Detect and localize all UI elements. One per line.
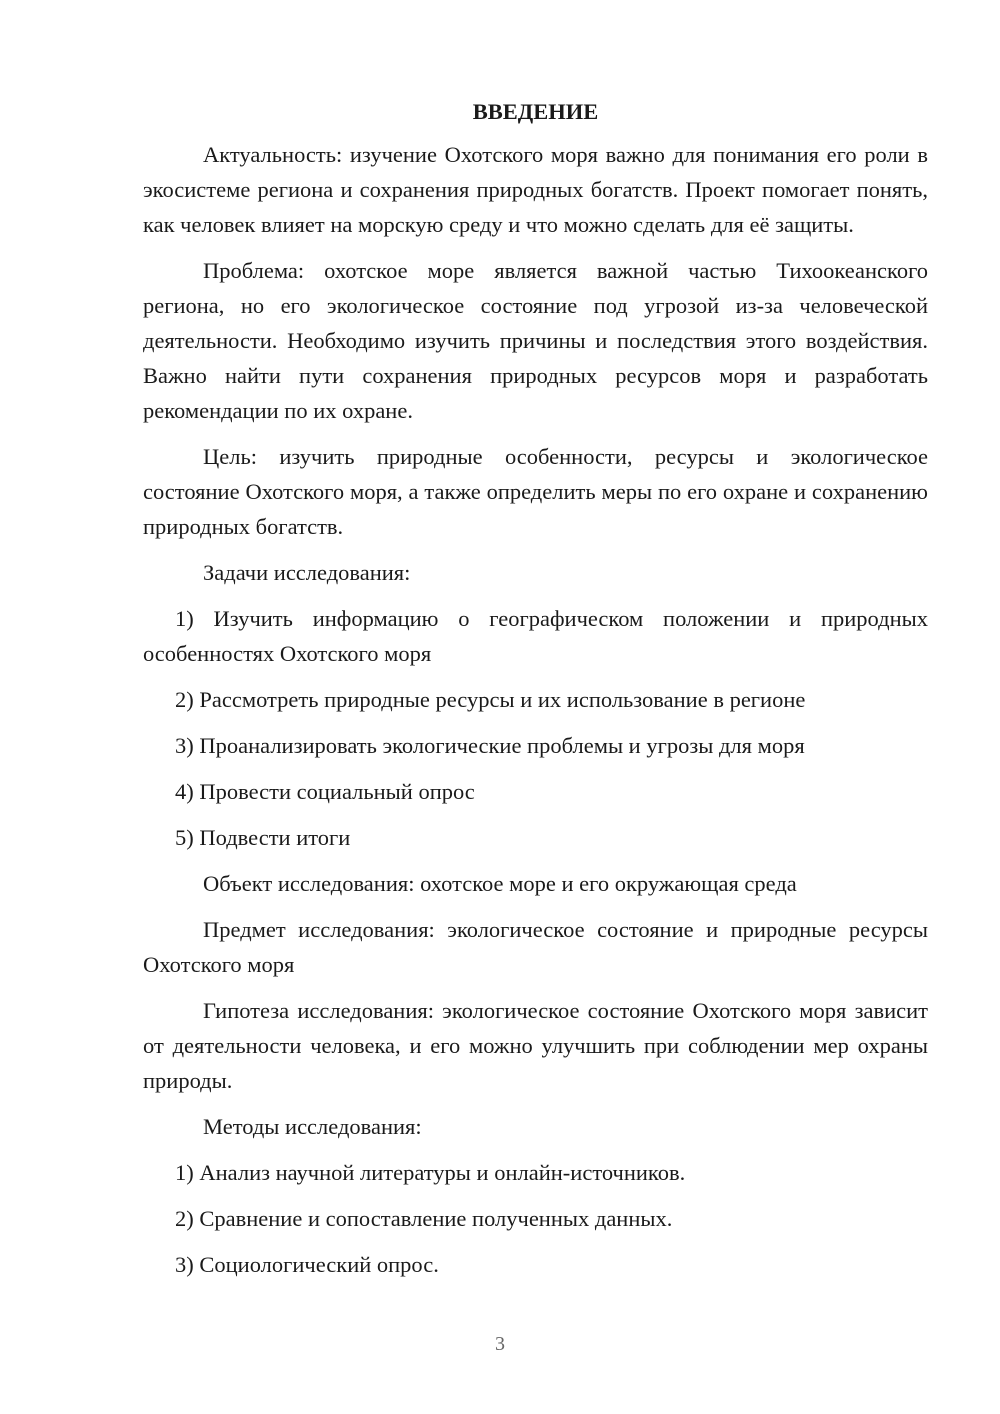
hypothesis-paragraph: Гипотеза исследования: экологическое состояние Охотского моря зависит от деятельности человека, и его можно улучшить при соблюдении мер охраны природы.: [143, 998, 928, 1093]
task-item-5: 5) Подвести итоги: [175, 825, 351, 850]
page-content: [143, 94, 928, 1293]
subject-paragraph: Предмет исследования: экологическое состояние и природные ресурсы Охотского моря: [143, 917, 928, 977]
methods-heading: Методы исследования:: [203, 1114, 422, 1139]
task-item-3: 3) Проанализировать экологические проблемы и угрозы для моря: [175, 733, 805, 758]
relevance-paragraph: Актуальность: изучение Охотского моря важно для понимания его роли в экосистеме региона и сохранения природных богатств. Проект помогает понять, как человек влияет на морскую среду и что можно сделать для её защиты.: [143, 142, 928, 237]
goal-paragraph: Цель: изучить природные особенности, ресурсы и экологическое состояние Охотского моря, а также определить меры по его охране и сохранению природных богатств.: [143, 444, 928, 539]
task-item-2: 2) Рассмотреть природные ресурсы и их использование в регионе: [175, 687, 806, 712]
problem-paragraph: Проблема: охотское море является важной частью Тихоокеанского региона, но его экологическое состояние под угрозой из-за человеческой деятельности. Необходимо изучить причины и последствия этого воздействия. Важно найти пути сохранения природных ресурсов моря и разработать рекомендации по их охране.: [143, 258, 928, 423]
page-number: 3: [495, 1333, 505, 1355]
method-item-1: 1) Анализ научной литературы и онлайн-источников.: [175, 1160, 686, 1185]
method-item-2: 2) Сравнение и сопоставление полученных данных.: [175, 1206, 673, 1231]
task-item-4: 4) Провести социальный опрос: [175, 779, 475, 804]
method-item-3: 3) Социологический опрос.: [175, 1252, 439, 1277]
task-item-1: 1) Изучить информацию о географическом положении и природных особенностях Охотского моря: [143, 606, 928, 666]
section-title: ВВЕДЕНИЕ: [472, 99, 599, 124]
object-paragraph: Объект исследования: охотское море и его окружающая среда: [203, 871, 797, 896]
tasks-heading: Задачи исследования:: [203, 560, 411, 585]
